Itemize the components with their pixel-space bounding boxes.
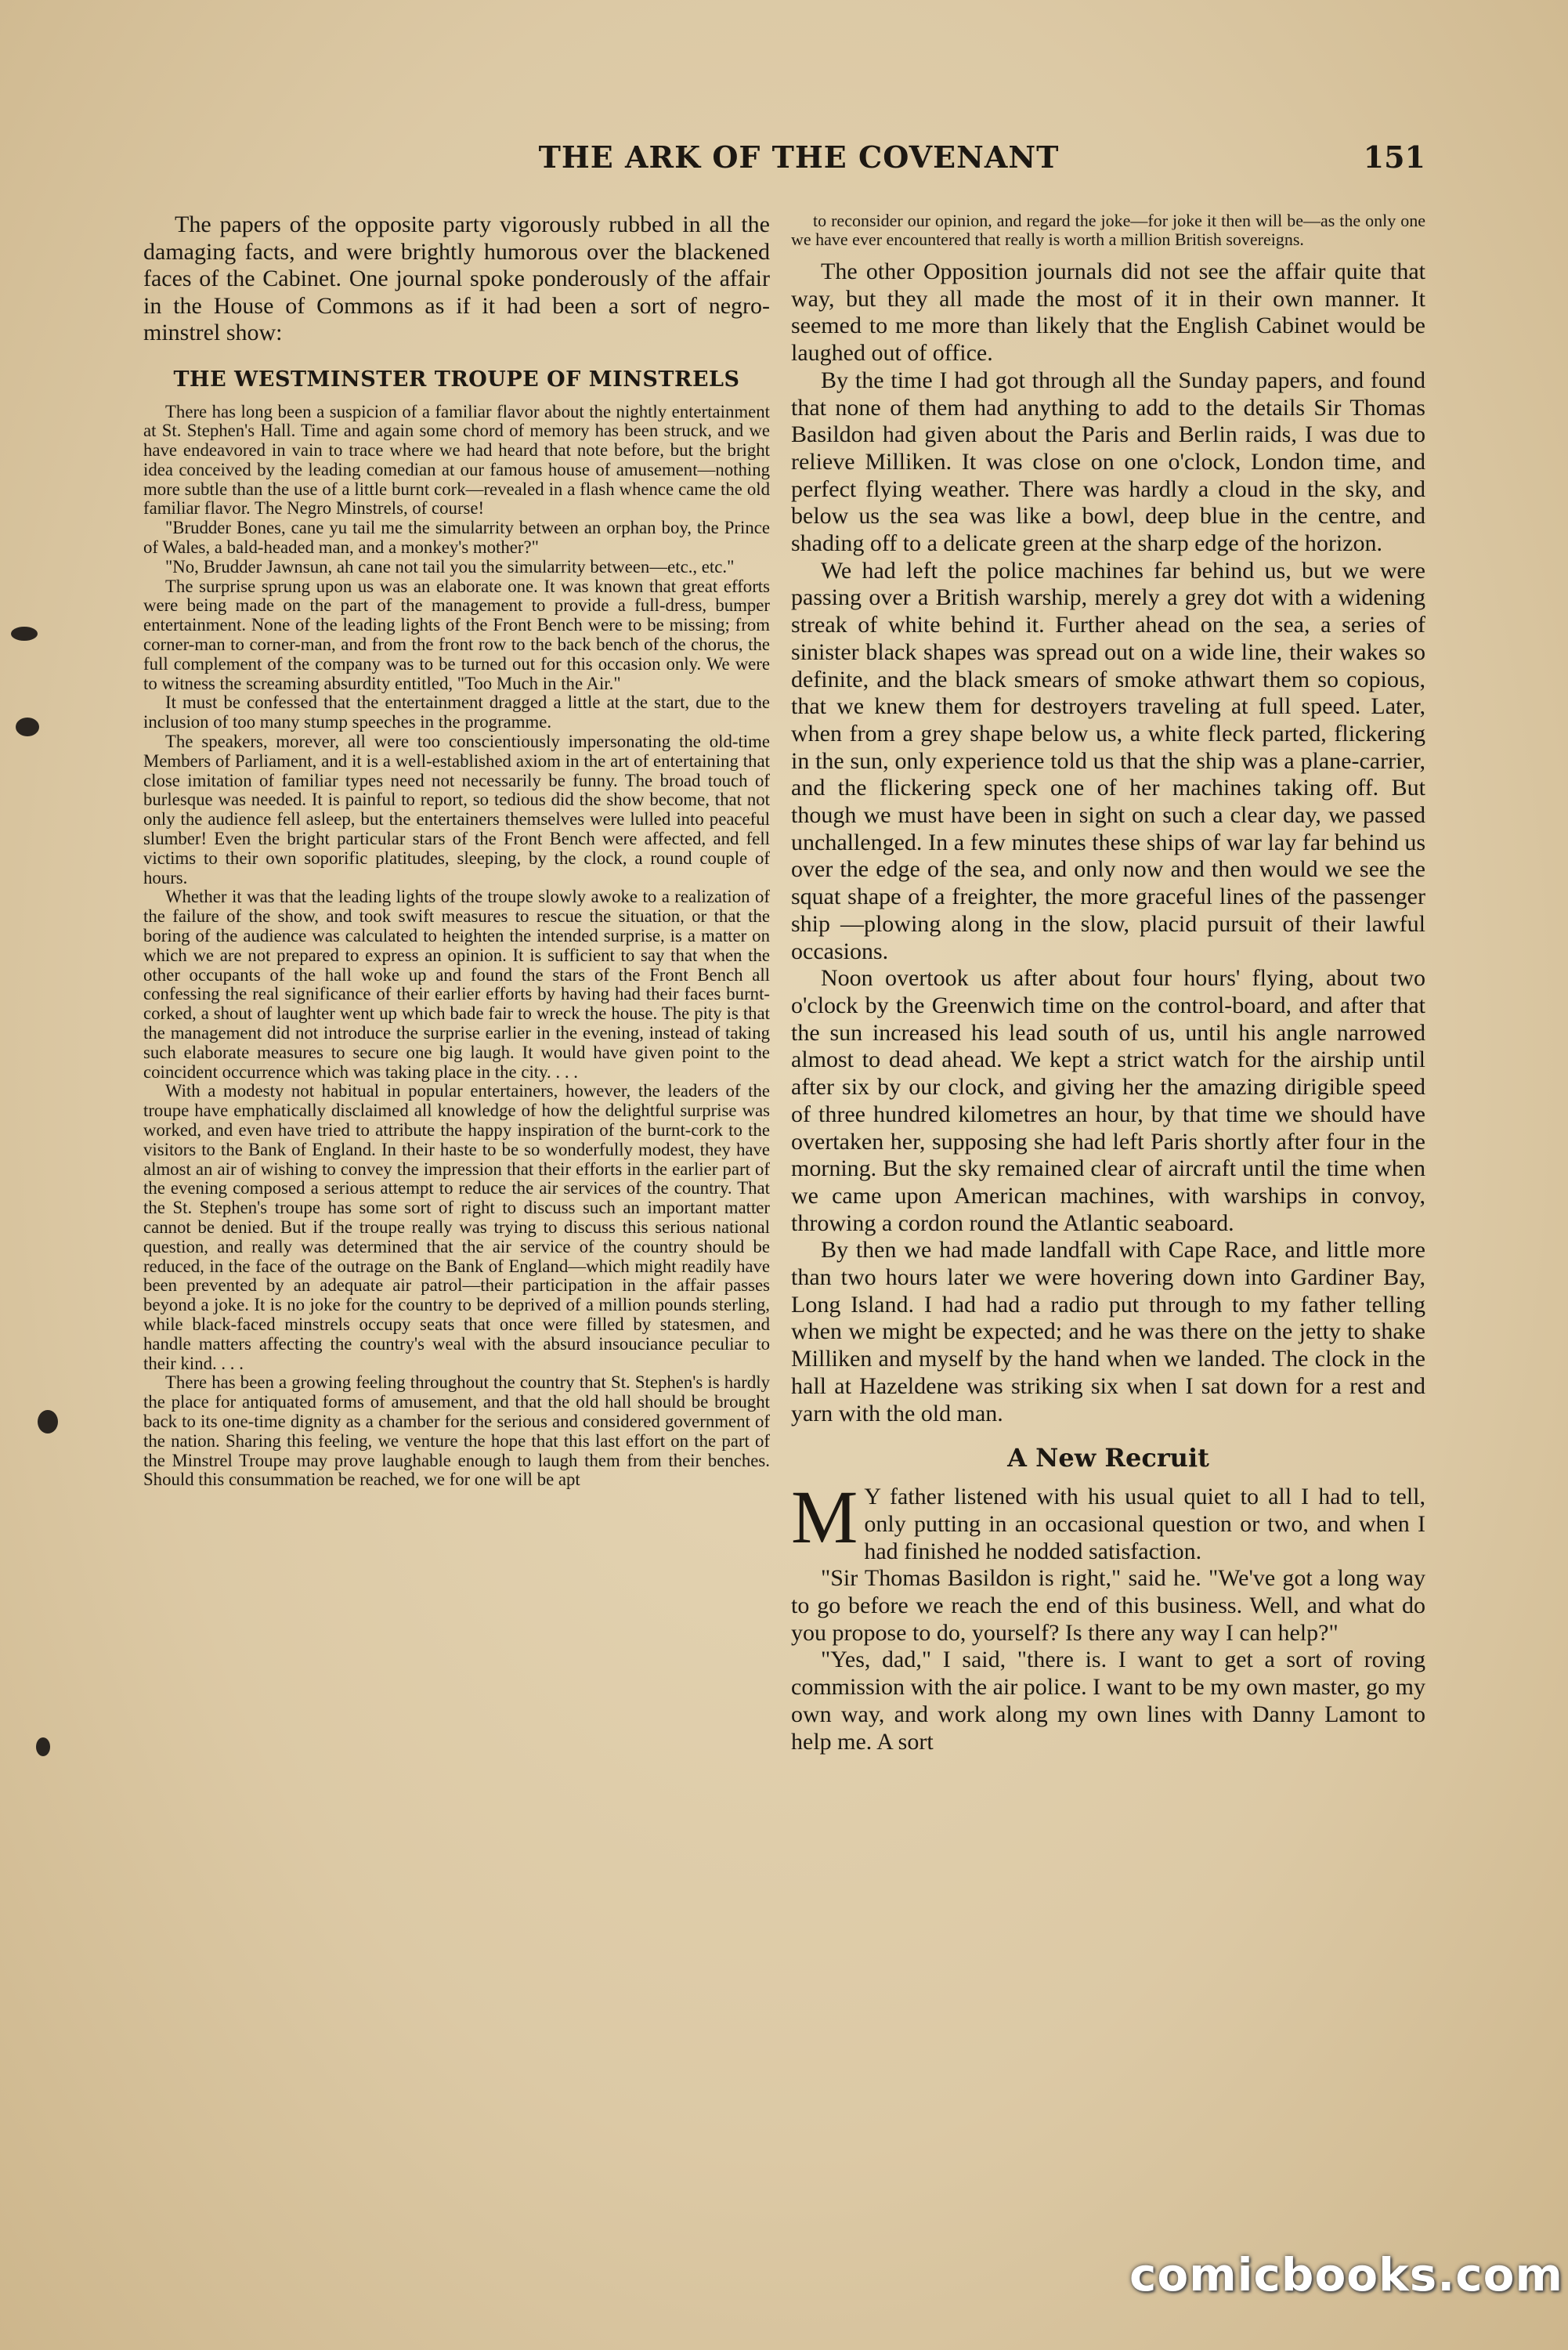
section-title: A New Recruit	[1007, 1443, 1209, 1473]
narrative-paragraph: By the time I had got through all the Sunday papers, and found that none of them had anything to add to the details Sir Thomas Basildon had given about the Paris and Berlin raids, I was due to relieve Milliken. It was close on one o'clock, London time, and perfect flying weather. There was hardly a cloud in the sky, and below us the sea was like a bowl, deep blue in the centre, and shading off to a delicate green at the sharp edge of the horizon.	[791, 367, 1425, 557]
narrative-paragraph: Noon overtook us after about four hours' flying, about two o'clock by the Greenwich time on the control-board, and after that the sun increased his lead south of us, until his angle narrowed almost to dead ahead. We kept a strict watch for the airship until after six by our clock, and giving her the amazing dirigible speed of three hundred kilometres an hour, by that time we should have overtaken her, supposing she had left Paris shortly after four in the morning. But the sky remained clear of aircraft until the time when we came upon American machines, with warships in convoy, throwing a cordon round the Atlantic seaboard.	[791, 965, 1425, 1236]
edge-blemish	[38, 1410, 58, 1434]
section-paragraph: "Yes, dad," I said, "there is. I want to get a sort of roving commission with the air police. I want to be my own master, go my own way, and work along my own lines with Danny Lamont to help me. A sort	[791, 1647, 1425, 1755]
edge-blemish	[36, 1737, 50, 1756]
edge-blemish	[16, 718, 39, 736]
quote-paragraph: "Brudder Bones, cane yu tail me the simularrity between an orphan boy, the Prince of Wales, a bald-headed man, and a monkey's mother?"	[143, 518, 770, 558]
edge-blemish	[11, 627, 38, 641]
quote-continuation-text: to reconsider our opinion, and regard the joke—for joke it then will be—as the only one we have ever encountered that really is worth a million British sovereigns.	[791, 211, 1425, 249]
section-paragraph: "Sir Thomas Basildon is right," said he. "We've got a long way to go before we reach the end of this business. Well, and what do you propose to do, yourself? Is there any way I can help?"	[791, 1565, 1425, 1646]
left-column	[143, 212, 770, 1490]
quote-paragraph: There has long been a suspicion of a familiar flavor about the nightly entertainment at St. Stephen's Hall. Time and again some chord of memory has been struck, and we have endeavored in vain to trace where we had heard that note before, but the bright idea conceived by the leading comedian at our famous house of amusement—nothing more subtle than the use of a little burnt cork—revealed in a flash whence came the old familiar flavor. The Negro Minstrels, of course!	[143, 401, 770, 519]
narrative-paragraph: The other Opposition journals did not see the affair quite that way, but they all made the most of it in their own manner. It seemed to me more than likely that the English Cabinet would be laughed out of office.	[791, 258, 1425, 367]
quote-continuation	[791, 212, 1425, 249]
page-header	[157, 139, 1425, 186]
quote-paragraph: "No, Brudder Jawnsun, ah cane not tail you the simularrity between—etc., etc."	[165, 556, 735, 577]
quote-paragraph: Whether it was that the leading lights of the troupe slowly awoke to a realization of the failure of the show, and took swift measures to rescue the situation, or that the boring of the audience was calculated to heighten the intended surprise, is a matter on which we are not prepared to express an opinion. It is sufficient to say that when the other occupants of the hall woke up and found the stars of the Front Bench all confessing the real significance of their earlier efforts by having had their faces burnt-corked, a shout of laughter went up which bade fair to wreck the house. The pity is that the management did not introduce the surprise earlier in the evening, instead of taking such elaborate measures to secure one big laugh. It would have given point to the coincident occurrence which was taking place in the city. . . .	[143, 887, 770, 1082]
quote-paragraph: It must be confessed that the entertainment dragged a little at the start, due to the inclusion of too many stump speeches in the programme.	[143, 692, 770, 732]
drop-cap: M	[791, 1475, 858, 1560]
narrative-paragraph: We had left the police machines far behind us, but we were passing over a British warship, merely a grey dot with a widening streak of white behind it. Further ahead on the sea, a series of sinister black shapes was spread out on a wide line, their wakes so definite, and the black smears of smoke athwart them so copious, that we knew them for destroyers traveling at full speed. Later, when from a grey shape below us, a white fleck parted, flickering in the sun, only experience told us that the ship was a plane-carrier, and the flickering speck one of her machines taking off. But though we must have been in sight on such a clear day, we passed unchallenged. In a few minutes these ships of war lay far behind us over the edge of the sea, and only now and then would we see the squat shape of a freighter, the more graceful lines of the passenger ship —plowing along in the slow, placid pursuit of their lawful occasions.	[791, 557, 1425, 964]
intro-paragraph	[143, 212, 770, 347]
quoted-article	[143, 403, 770, 1491]
section-body	[791, 1475, 1425, 1755]
section-first-paragraph	[791, 1475, 1425, 1565]
quote-paragraph: The surprise sprung upon us was an elaborate one. It was known that great efforts were being made on the part of the management to provide a full-dress, bumper entertainment. None of the leading lights of the Front Bench were to be missing; from corner-man to corner-man, and from the front row to the back bench of the chorus, the full complement of the company was to be turned out for this occasion only. We were to witness the screaming absurdity entitled, "Too Much in the Air."	[143, 576, 770, 693]
quote-subhead: THE WESTMINSTER TROUPE OF MINSTRELS	[173, 367, 740, 392]
intro-text: The papers of the opposite party vigorously rubbed in all the damaging facts, and were brightly humorous over the blackened faces of the Cabinet. One journal spoke ponderously of the affair in the House of Commons as if it had been a sort of negro-minstrel show:	[143, 212, 770, 345]
quote-paragraph: With a modesty not habitual in popular entertainers, however, the leaders of the troupe have emphatically disclaimed all knowledge of how the delightful surprise was worked, and even have tried to attribute the happy inspiration of the burnt-cork to the visitors to the Bank of England. In their haste to be so wonderfully modest, they have almost an air of wishing to convey the impression that their efforts in the earlier part of the evening composed a serious attempt to reduce the air services of the country. That the St. Stephen's troupe has some sort of right to discuss such an important matter cannot be denied. But if the troupe really was trying to discuss this serious national question, and really was determined that the air service of the country should be reduced, in the face of the outrage on the Bank of England—which might readily have been prevented by an adequate air patrol—their participation in the affair passes beyond a joke. It is no joke for the country to be deprived of a million pounds sterling, while black-faced minstrels occupy seats that once were filled by statesmen, and handle matters affecting the country's weal with the absurd insouciance peculiar to their kind. . . .	[143, 1081, 770, 1373]
narrative-body	[791, 258, 1425, 1427]
site-watermark: comicbooks.com	[1129, 2248, 1563, 2301]
quote-paragraph: There has been a growing feeling throughout the country that St. Stephen's is hardly the place for antiquated forms of amusement, and that the old hall should be brought back to its one-time dignity as a chamber for the serious and considered government of the nation. Sharing this feeling, we venture the hope that this last effort on the part of the Minstrel Troupe may prove laughable enough to laugh them from their benches. Should this consummation be reached, we for one will be apt	[143, 1372, 770, 1490]
quote-paragraph: The speakers, morever, all were too conscientiously impersonating the old-time Members of Parliament, and it is a well-established axiom in the art of entertaining that close imitation of familiar types need not necessarily be funny. The broad touch of burlesque was needed. It is painful to report, so tedious did the show become, that not only the audience fell asleep, but the entertainers themselves were lulled into peaceful slumber! Even the bright particular stars of the Front Bench were affected, and fell victims to their own soporific platitudes, sleeping, by the clock, a round couple of hours.	[143, 732, 770, 888]
narrative-paragraph: By then we had made landfall with Cape Race, and little more than two hours later we were hovering down into Gardiner Bay, Long Island. I had had a radio put through to my father telling when we might be expected; and he was there on the jetty to shake Milliken and myself by the hand when we landed. The clock in the hall at Hazeldene was striking six when I sat down for a rest and yarn with the old man.	[791, 1237, 1425, 1426]
running-head: THE ARK OF THE COVENANT	[538, 139, 1060, 175]
section-first-text: Y father listened with his usual quiet to all I had to tell, only putting in an occasional question or two, and when I had finished he nodded satisfaction.	[864, 1484, 1425, 1564]
page-number: 151	[1363, 139, 1425, 175]
right-column	[791, 212, 1425, 1755]
